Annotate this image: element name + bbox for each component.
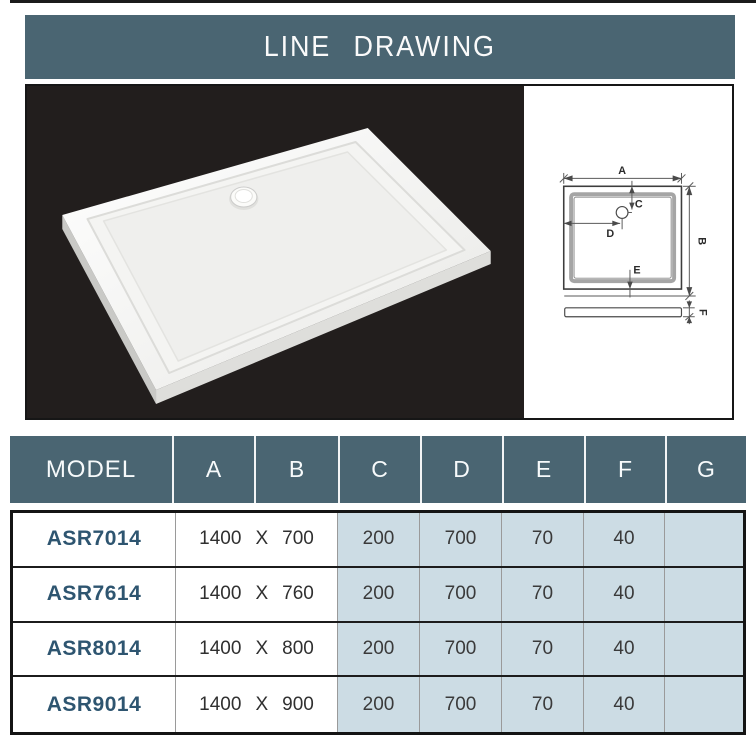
cell-f: 40	[583, 568, 664, 621]
dim-label-E: E	[633, 264, 641, 277]
cell-e: 70	[501, 677, 583, 732]
cell-f: 40	[583, 623, 664, 676]
table-row	[13, 677, 743, 732]
col-header-g: G	[667, 436, 746, 503]
drawing-drain-circle	[616, 207, 628, 219]
dim-label-B: B	[695, 237, 708, 246]
cell-size	[175, 677, 337, 732]
cell-g	[664, 513, 743, 566]
table-row	[13, 568, 743, 623]
col-header-a: A	[174, 436, 254, 503]
cell-g	[664, 623, 743, 676]
dim-A-arrow-left	[564, 175, 573, 181]
side-view-outline	[565, 308, 682, 317]
size-b: 800	[282, 637, 314, 659]
table-row	[13, 513, 743, 568]
illustration-panels	[25, 84, 734, 420]
cell-d: 700	[419, 568, 501, 621]
cell-c: 200	[337, 677, 419, 732]
cell-model: ASR7614	[13, 568, 175, 621]
col-header-f: F	[586, 436, 665, 503]
size-b: 700	[282, 528, 314, 550]
spec-table-header	[10, 436, 746, 503]
size-a: 1400	[199, 637, 242, 659]
cell-size	[175, 568, 337, 621]
spec-table-body	[10, 510, 746, 735]
line-drawing-panel	[524, 86, 732, 418]
dim-label-F: F	[696, 308, 709, 316]
size-separator: X	[255, 693, 269, 715]
size-separator: X	[255, 583, 269, 605]
cell-model: ASR7014	[13, 513, 175, 566]
dim-label-C: C	[634, 198, 643, 211]
title-bar	[25, 15, 735, 79]
col-header-d: D	[422, 436, 502, 503]
cell-f: 40	[583, 513, 664, 566]
cell-c: 200	[337, 568, 419, 621]
dim-label-D: D	[606, 228, 615, 241]
col-header-model: MODEL	[10, 436, 172, 503]
top-view-outline	[564, 186, 682, 289]
cell-e: 70	[501, 623, 583, 676]
size-a: 1400	[199, 583, 242, 605]
product-photo	[27, 86, 524, 418]
size-separator: X	[255, 528, 269, 550]
top-divider	[10, 0, 756, 3]
dim-F-arrow-bottom	[687, 317, 692, 323]
cell-size	[175, 623, 337, 676]
cell-d: 700	[419, 623, 501, 676]
cell-e: 70	[501, 513, 583, 566]
page-title: LINE DRAWING	[263, 30, 497, 63]
cell-c: 200	[337, 623, 419, 676]
size-b: 900	[282, 693, 314, 715]
cell-f: 40	[583, 677, 664, 732]
dim-A-arrow-right	[673, 175, 682, 181]
table-row	[13, 623, 743, 678]
size-b: 760	[282, 583, 314, 605]
col-header-e: E	[504, 436, 584, 503]
col-header-c: C	[340, 436, 420, 503]
cell-model: ASR9014	[13, 677, 175, 732]
cell-d: 700	[419, 513, 501, 566]
col-header-b: B	[256, 436, 338, 503]
dimension-drawing	[524, 86, 732, 418]
cell-size	[175, 513, 337, 566]
cell-g	[664, 568, 743, 621]
cell-e: 70	[501, 568, 583, 621]
dim-F-arrow-top	[687, 301, 692, 307]
dim-B-arrow-bottom	[686, 287, 692, 296]
cell-c: 200	[337, 513, 419, 566]
cell-model: ASR8014	[13, 623, 175, 676]
dim-B-arrow-top	[686, 186, 692, 195]
size-separator: X	[255, 637, 269, 659]
cell-d: 700	[419, 677, 501, 732]
shower-tray-photo	[27, 86, 524, 418]
size-a: 1400	[199, 693, 242, 715]
dim-label-A: A	[618, 164, 627, 177]
drain-cap	[235, 190, 252, 203]
size-a: 1400	[199, 528, 242, 550]
cell-g	[664, 677, 743, 732]
